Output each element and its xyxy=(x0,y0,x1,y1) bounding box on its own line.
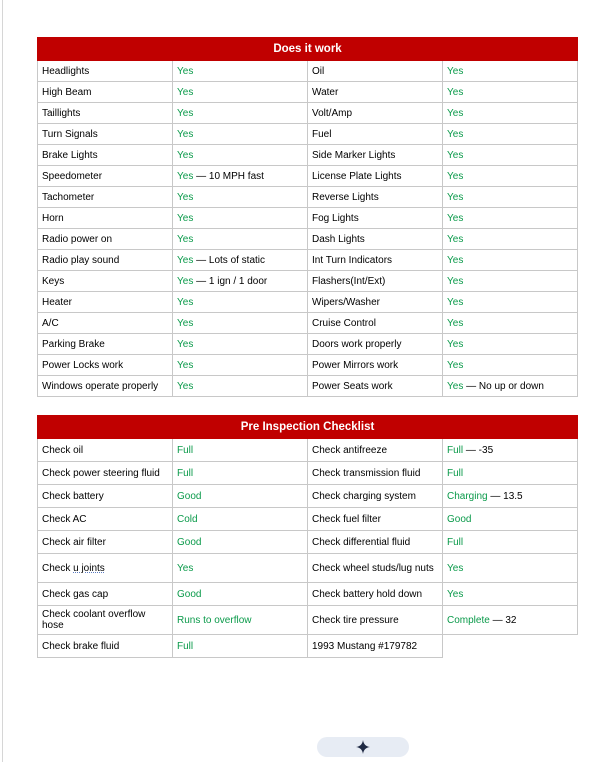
check-result: Full xyxy=(173,462,308,485)
table-row xyxy=(38,485,578,508)
item-label: Int Turn Indicators xyxy=(308,250,443,271)
check-result: Full xyxy=(173,635,308,658)
status-value: Yes xyxy=(447,338,464,350)
item-status xyxy=(443,166,578,187)
status-value: Yes xyxy=(447,107,464,119)
status-value: Yes xyxy=(177,212,194,224)
item-status xyxy=(443,313,578,334)
status-value: Yes xyxy=(447,317,464,329)
status-value: Yes xyxy=(177,191,194,203)
table-row xyxy=(38,250,578,271)
item-label: Oil xyxy=(308,61,443,82)
item-status xyxy=(173,376,308,397)
check-label: Check differential fluid xyxy=(308,531,443,554)
status-value: Yes xyxy=(447,128,464,140)
check-label: Check oil xyxy=(38,439,173,462)
table-title: Pre Inspection Checklist xyxy=(38,416,578,439)
status-value: Full xyxy=(447,467,464,479)
status-value: Yes xyxy=(447,359,464,371)
does-it-work-table xyxy=(37,37,578,397)
item-status xyxy=(173,208,308,229)
item-label: High Beam xyxy=(38,82,173,103)
item-label: Power Seats work xyxy=(308,376,443,397)
item-status xyxy=(443,124,578,145)
table-row xyxy=(38,462,578,485)
item-label: Parking Brake xyxy=(38,334,173,355)
status-value: Yes xyxy=(447,296,464,308)
check-label: Check air filter xyxy=(38,531,173,554)
check-result xyxy=(443,583,578,606)
table-header-row xyxy=(38,416,578,439)
check-label: Check brake fluid xyxy=(38,635,173,658)
table-row xyxy=(38,635,578,658)
table-row xyxy=(38,166,578,187)
check-result xyxy=(443,462,578,485)
item-status xyxy=(443,208,578,229)
item-status xyxy=(443,145,578,166)
table-row xyxy=(38,187,578,208)
item-status xyxy=(173,145,308,166)
table-row xyxy=(38,271,578,292)
table-row xyxy=(38,124,578,145)
status-value: Yes xyxy=(177,65,194,77)
status-value: Yes xyxy=(177,275,194,287)
status-value: Yes xyxy=(177,170,194,182)
table-row xyxy=(38,334,578,355)
item-label: Radio play sound xyxy=(38,250,173,271)
item-label: Volt/Amp xyxy=(308,103,443,124)
item-status xyxy=(443,376,578,397)
item-status xyxy=(173,124,308,145)
item-label: Wipers/Washer xyxy=(308,292,443,313)
check-result: Good xyxy=(173,531,308,554)
item-status xyxy=(173,166,308,187)
status-value: Yes xyxy=(447,170,464,182)
status-value: Complete xyxy=(447,614,490,626)
item-label: Tachometer xyxy=(38,187,173,208)
table-row xyxy=(38,208,578,229)
item-status xyxy=(443,292,578,313)
status-value: Yes xyxy=(447,212,464,224)
item-status xyxy=(443,250,578,271)
check-label: Check charging system xyxy=(308,485,443,508)
item-label: Power Locks work xyxy=(38,355,173,376)
assistant-button[interactable] xyxy=(317,737,409,757)
item-status xyxy=(173,292,308,313)
check-label: Check fuel filter xyxy=(308,508,443,531)
status-value: Yes xyxy=(177,338,194,350)
table-title: Does it work xyxy=(38,38,578,61)
item-label: A/C xyxy=(38,313,173,334)
status-note: — Lots of static xyxy=(193,254,266,266)
status-value: Yes xyxy=(447,191,464,203)
status-value: Yes xyxy=(447,86,464,98)
item-status xyxy=(443,61,578,82)
item-status xyxy=(173,271,308,292)
table-row xyxy=(38,531,578,554)
page-edge xyxy=(2,0,3,762)
item-status xyxy=(443,229,578,250)
spellcheck-word[interactable]: u joints xyxy=(73,562,105,574)
check-label: Check AC xyxy=(38,508,173,531)
table-row xyxy=(38,292,578,313)
check-label: Check power steering fluid xyxy=(38,462,173,485)
check-label: Check coolant overflow hose xyxy=(38,606,173,635)
item-status xyxy=(173,250,308,271)
table-row xyxy=(38,508,578,531)
item-status xyxy=(173,355,308,376)
check-label xyxy=(38,554,173,583)
status-value: Yes xyxy=(177,149,194,161)
item-label: License Plate Lights xyxy=(308,166,443,187)
table-row xyxy=(38,439,578,462)
status-value: Charging xyxy=(447,490,488,502)
check-result xyxy=(443,485,578,508)
table-row xyxy=(38,554,578,583)
item-status xyxy=(173,82,308,103)
check-label: Check gas cap xyxy=(38,583,173,606)
status-value: Yes xyxy=(447,380,464,392)
empty-cell xyxy=(443,635,578,658)
status-value: Full xyxy=(447,536,464,548)
status-note: — 32 xyxy=(489,614,517,626)
item-label: Dash Lights xyxy=(308,229,443,250)
table-row xyxy=(38,376,578,397)
item-status xyxy=(443,334,578,355)
check-result xyxy=(443,606,578,635)
status-value: Yes xyxy=(177,107,194,119)
check-label-prefix: Check xyxy=(42,562,74,574)
check-result: Cold xyxy=(173,508,308,531)
item-label: Heater xyxy=(38,292,173,313)
item-label: Water xyxy=(308,82,443,103)
status-value: Yes xyxy=(447,233,464,245)
check-label: Check wheel studs/lug nuts xyxy=(308,554,443,583)
status-note: — 13.5 xyxy=(487,490,523,502)
table-row xyxy=(38,82,578,103)
item-label: Horn xyxy=(38,208,173,229)
item-label: Cruise Control xyxy=(308,313,443,334)
item-status xyxy=(173,187,308,208)
check-result xyxy=(443,531,578,554)
item-label: Windows operate properly xyxy=(38,376,173,397)
item-label: Fog Lights xyxy=(308,208,443,229)
status-value: Full xyxy=(447,444,464,456)
status-note: — 10 MPH fast xyxy=(193,170,264,182)
status-value: Yes xyxy=(447,275,464,287)
status-value: Yes xyxy=(177,86,194,98)
item-label: Brake Lights xyxy=(38,145,173,166)
item-label: Taillights xyxy=(38,103,173,124)
table-row xyxy=(38,355,578,376)
status-value: Yes xyxy=(447,149,464,161)
status-value: Yes xyxy=(177,296,194,308)
status-value: Yes xyxy=(177,254,194,266)
status-value: Yes xyxy=(177,317,194,329)
status-note: — No up or down xyxy=(463,380,544,392)
table-row xyxy=(38,103,578,124)
check-result: Runs to overflow xyxy=(173,606,308,635)
status-value: Yes xyxy=(447,562,464,574)
table-row xyxy=(38,583,578,606)
status-value: Yes xyxy=(447,588,464,600)
check-label: Check battery xyxy=(38,485,173,508)
item-label: Power Mirrors work xyxy=(308,355,443,376)
status-value: Yes xyxy=(177,359,194,371)
status-value: Yes xyxy=(177,128,194,140)
item-label: Turn Signals xyxy=(38,124,173,145)
table-row xyxy=(38,145,578,166)
item-status xyxy=(173,103,308,124)
item-status xyxy=(173,229,308,250)
table-row xyxy=(38,606,578,635)
status-value: Yes xyxy=(177,233,194,245)
check-label: Check transmission fluid xyxy=(308,462,443,485)
check-result xyxy=(443,439,578,462)
check-result: Yes xyxy=(173,554,308,583)
item-label: Keys xyxy=(38,271,173,292)
table-row xyxy=(38,229,578,250)
item-status xyxy=(443,271,578,292)
item-status xyxy=(173,334,308,355)
check-result: Good xyxy=(173,485,308,508)
item-label: Speedometer xyxy=(38,166,173,187)
item-label: Fuel xyxy=(308,124,443,145)
check-result xyxy=(443,554,578,583)
status-note: — 1 ign / 1 door xyxy=(193,275,268,287)
check-label: Check battery hold down xyxy=(308,583,443,606)
item-label: Flashers(Int/Ext) xyxy=(308,271,443,292)
item-status xyxy=(443,82,578,103)
item-status xyxy=(173,61,308,82)
item-label: Headlights xyxy=(38,61,173,82)
sparkle-icon xyxy=(356,740,370,754)
check-label: Check antifreeze xyxy=(308,439,443,462)
check-result: Good xyxy=(173,583,308,606)
item-status xyxy=(173,313,308,334)
table-header-row xyxy=(38,38,578,61)
item-status xyxy=(443,187,578,208)
status-value: Good xyxy=(447,513,472,525)
item-label: Radio power on xyxy=(38,229,173,250)
table-row xyxy=(38,61,578,82)
check-result: Full xyxy=(173,439,308,462)
item-label: Doors work properly xyxy=(308,334,443,355)
check-result xyxy=(443,508,578,531)
status-value: Yes xyxy=(447,65,464,77)
pre-inspection-checklist-table xyxy=(37,415,578,658)
check-label: Check tire pressure xyxy=(308,606,443,635)
item-label: Side Marker Lights xyxy=(308,145,443,166)
status-value: Yes xyxy=(177,380,194,392)
table-row xyxy=(38,313,578,334)
item-status xyxy=(443,103,578,124)
status-value: Yes xyxy=(447,254,464,266)
item-status xyxy=(443,355,578,376)
check-label: 1993 Mustang #179782 xyxy=(308,635,443,658)
status-note: — -35 xyxy=(463,444,494,456)
item-label: Reverse Lights xyxy=(308,187,443,208)
